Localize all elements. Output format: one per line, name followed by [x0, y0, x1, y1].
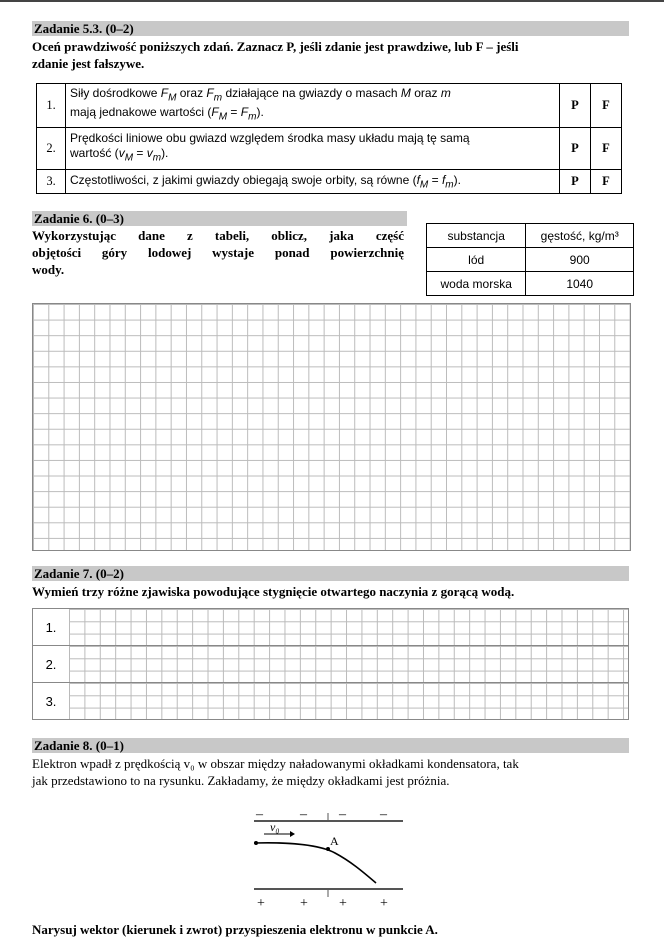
task53-table [36, 83, 622, 194]
statement-cell: Częstotliwości, z jakimi gwiazdy obiegają swoje orbity, są równe $(f_M = f_m)$. [66, 169, 560, 193]
false-option[interactable]: F [591, 169, 622, 193]
task6-line1: Wykorzystując dane z tabeli, oblicz, jaka część [32, 228, 404, 243]
row-number: 1. [37, 84, 66, 128]
minus-sign: – [256, 807, 263, 822]
task8-instruction: Narysuj wektor (kierunek i zwrot) przyspieszenia elektronu w punkcie A. [32, 922, 438, 937]
table-row [37, 169, 622, 193]
table-row [37, 84, 622, 128]
electron-entry-point [254, 841, 258, 845]
task53-header: Zadanie 5.3. (0–2) [32, 21, 629, 36]
minus-sign: – [339, 807, 346, 822]
false-option[interactable]: F [591, 127, 622, 169]
task8-line2: jak przedstawiono to na rysunku. Zakładamy, że między okładkami jest próżnia. [32, 773, 450, 788]
statement-cell: Siły dośrodkowe $F_M$ oraz $F_m$ działające na gwiazdy o masach M oraz m mają jednakowe wartości $(F_M = F_m)$. [66, 84, 560, 128]
true-option[interactable]: P [560, 169, 591, 193]
task8-description [32, 755, 632, 789]
minus-sign: – [380, 807, 387, 822]
table-row [37, 127, 622, 169]
electron-trajectory [254, 843, 376, 883]
statement-cell: Prędkości liniowe obu gwiazd względem środka masy układu mają tę samą wartość $(v_M = v_m)$. [66, 127, 560, 169]
answer-row-number: 1. [33, 609, 70, 645]
answer-row-1[interactable] [32, 608, 629, 646]
velocity-label: v₀ [270, 820, 280, 834]
column-header-density: gęstość, kg/m³ [526, 224, 634, 248]
false-option[interactable]: F [591, 84, 622, 128]
answer-cells[interactable] [69, 683, 628, 719]
task53-instruction-line1: Oceń prawdziwość poniższych zdań. Zaznacz P, jeśli zdanie jest prawdziwe, lub F – jeśli [32, 39, 519, 54]
true-option[interactable]: P [560, 127, 591, 169]
task6-instruction [32, 227, 404, 278]
density-value: 1040 [526, 272, 634, 296]
answer-row-2[interactable] [32, 645, 629, 683]
minus-sign: – [300, 807, 307, 822]
answer-cells[interactable] [69, 646, 628, 682]
task6-line3: wody. [32, 262, 65, 277]
density-value: 900 [526, 248, 634, 272]
task53-instruction [32, 38, 632, 72]
plus-sign: + [300, 896, 308, 910]
task6-header: Zadanie 6. (0–3) [32, 211, 407, 226]
answer-row-number: 2. [33, 646, 70, 682]
density-table [426, 223, 634, 296]
answer-cells[interactable] [69, 609, 628, 645]
row-number: 2. [37, 127, 66, 169]
table-row [427, 272, 634, 296]
column-header-substance: substancja [427, 224, 526, 248]
top-border [0, 0, 664, 2]
task7-instruction: Wymień trzy różne zjawiska powodujące stygnięcie otwartego naczynia z gorącą wodą. [32, 584, 515, 599]
point-a-label: A [330, 834, 339, 848]
answer-grid-task6[interactable] [32, 303, 631, 551]
plus-sign: + [380, 896, 388, 910]
substance-name: lód [427, 248, 526, 272]
task6-line2: objętości góry lodowej wystaje ponad powierzchnię [32, 245, 404, 260]
task8-header: Zadanie 8. (0–1) [32, 738, 629, 753]
substance-name: woda morska [427, 272, 526, 296]
plus-sign: + [339, 896, 347, 910]
task8-line1: Elektron wpadł z prędkością v₀ w obszar między naładowanymi okładkami kondensatora, tak [32, 756, 519, 771]
table-row [427, 248, 634, 272]
velocity-arrowhead [290, 831, 295, 837]
task53-instruction-line2: zdanie jest fałszywe. [32, 56, 145, 71]
capacitor-diagram [240, 805, 420, 910]
task7-header: Zadanie 7. (0–2) [32, 566, 629, 581]
true-option[interactable]: P [560, 84, 591, 128]
answer-row-number: 3. [33, 683, 70, 719]
plus-sign: + [257, 896, 265, 910]
answer-row-3[interactable] [32, 682, 629, 720]
table-row [427, 224, 634, 248]
row-number: 3. [37, 169, 66, 193]
